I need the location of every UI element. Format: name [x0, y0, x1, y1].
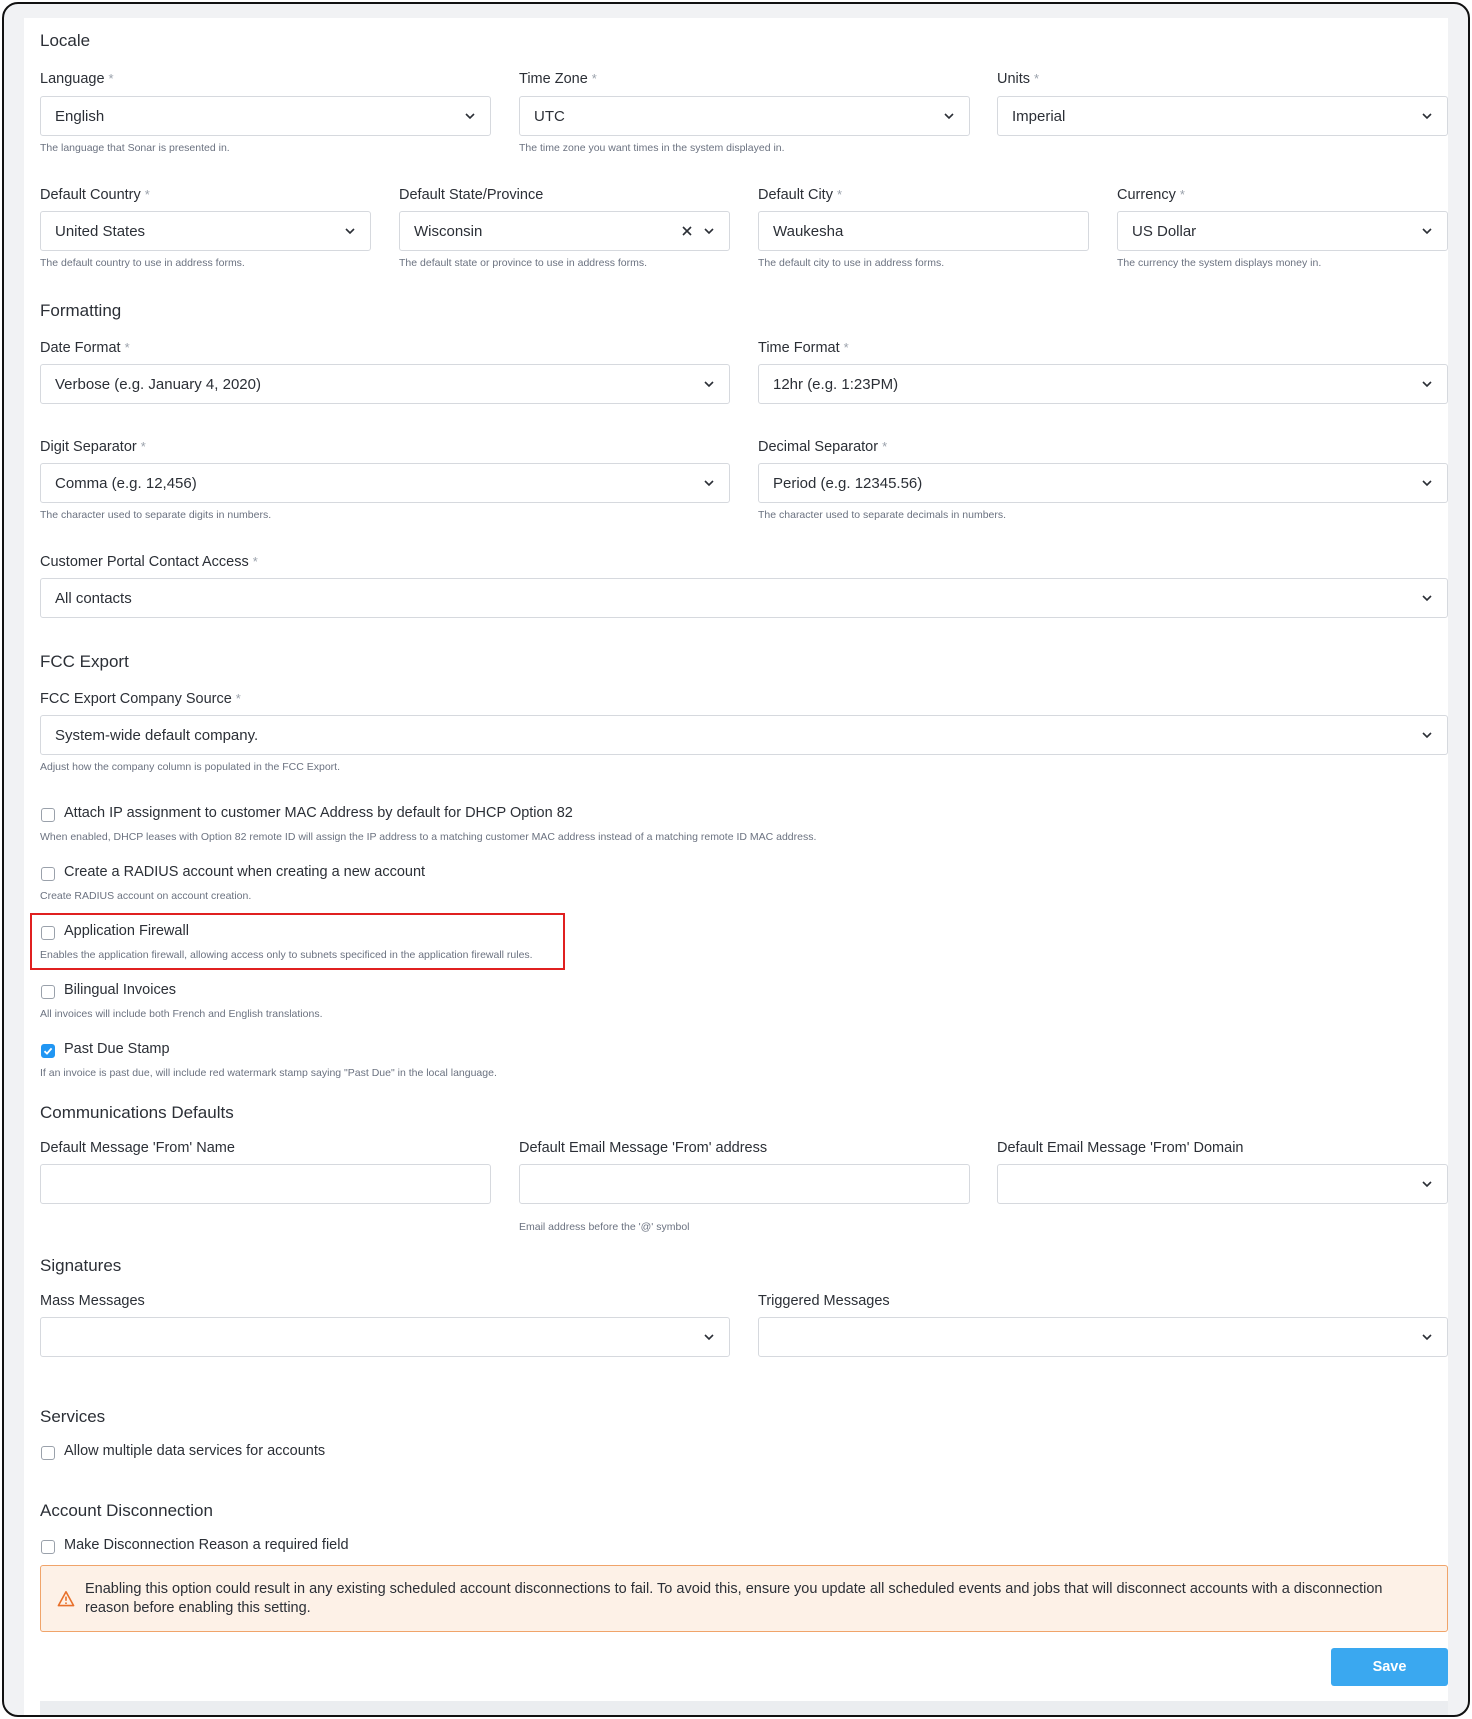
from-domain-select[interactable]	[997, 1164, 1448, 1204]
settings-form	[40, 18, 1448, 1717]
bilingual-invoices-help: All invoices will include both French and English translations.	[40, 1008, 323, 1020]
section-title-account-disconnection: Account Disconnection	[40, 1501, 213, 1520]
decimal-separator-select[interactable]	[758, 463, 1448, 503]
fcc-company-source-select[interactable]	[40, 715, 1448, 755]
checkbox-bilingual-invoices[interactable]	[41, 985, 55, 999]
fcc-company-source-value: System-wide default company.	[55, 726, 259, 744]
chevron-down-icon	[703, 225, 715, 237]
default-city-label	[758, 187, 842, 203]
disconnection-reason-required-label: Make Disconnection Reason a required field	[64, 1537, 349, 1553]
required-marker: *	[108, 71, 114, 86]
past-due-stamp-help: If an invoice is past due, will include red watermark stamp saying "Past Due" in the local language.	[40, 1067, 497, 1079]
portal-access-select[interactable]	[40, 578, 1448, 618]
required-marker: *	[144, 187, 150, 202]
checkbox-multiple-data-services[interactable]	[41, 1446, 55, 1460]
section-title-services: Services	[40, 1407, 106, 1426]
default-country-select[interactable]	[40, 211, 371, 251]
time-format-value: 12hr (e.g. 1:23PM)	[773, 375, 899, 393]
create-radius-account-help: Create RADIUS account on account creation.	[40, 890, 252, 902]
from-name-label: Default Message 'From' Name	[40, 1140, 235, 1156]
from-name-input[interactable]	[40, 1164, 491, 1204]
time-format-select[interactable]	[758, 364, 1448, 404]
section-title-communications: Communications Defaults	[40, 1103, 234, 1122]
digit-separator-label-text: Digit Separator	[40, 439, 137, 455]
chevron-down-icon	[1421, 729, 1433, 741]
decimal-separator-label	[758, 439, 887, 455]
decimal-separator-value: Period (e.g. 12345.56)	[773, 474, 923, 492]
settings-panel	[24, 18, 1448, 1717]
default-state-select[interactable]	[399, 211, 730, 251]
digit-separator-value: Comma (e.g. 12,456)	[55, 474, 197, 492]
time-format-label-text: Time Format	[758, 340, 840, 356]
save-button[interactable]: Save	[1331, 1648, 1448, 1686]
date-format-select[interactable]	[40, 364, 730, 404]
dhcp-option-82-help: When enabled, DHCP leases with Option 82 remote ID will assign the IP address to a matching customer MAC address instead of a matching remote ID MAC address.	[40, 831, 817, 843]
required-marker: *	[1034, 71, 1040, 86]
app-frame	[2, 2, 1470, 1717]
language-label-text: Language	[40, 71, 105, 87]
section-title-signatures: Signatures	[40, 1256, 122, 1275]
chevron-down-icon	[943, 110, 955, 122]
application-firewall-help: Enables the application firewall, allowing access only to subnets specificed in the application firewall rules.	[40, 949, 533, 961]
required-marker: *	[843, 340, 849, 355]
language-value: English	[55, 107, 105, 125]
section-title-formatting: Formatting	[40, 301, 122, 320]
checkbox-disconnection-reason-required[interactable]	[41, 1540, 55, 1554]
required-marker: *	[235, 691, 241, 706]
fcc-company-source-label	[40, 691, 241, 707]
required-marker: *	[836, 187, 843, 202]
default-country-label	[40, 187, 150, 203]
checkbox-create-radius-account[interactable]	[41, 867, 55, 881]
language-select[interactable]	[40, 96, 491, 136]
highlight-box	[30, 913, 565, 970]
multiple-data-services-label: Allow multiple data services for accounts	[64, 1443, 326, 1459]
default-state-help: The default state or province to use in address forms.	[399, 257, 648, 269]
decimal-separator-label-text: Decimal Separator	[758, 439, 879, 455]
required-marker: *	[591, 71, 597, 86]
past-due-stamp-label: Past Due Stamp	[64, 1041, 170, 1057]
date-format-value: Verbose (e.g. January 4, 2020)	[55, 375, 261, 393]
time-format-label	[758, 340, 849, 356]
units-label	[997, 71, 1039, 87]
digit-separator-select[interactable]	[40, 463, 730, 503]
date-format-label-text: Date Format	[40, 340, 121, 356]
units-select[interactable]	[997, 96, 1448, 136]
chevron-down-icon	[1421, 477, 1433, 489]
warning-alert	[40, 1565, 1448, 1632]
digit-separator-help: The character used to separate digits in numbers.	[40, 509, 272, 521]
default-city-input[interactable]	[758, 211, 1089, 251]
default-country-label-text: Default Country	[40, 187, 141, 203]
chevron-down-icon	[464, 110, 476, 122]
chevron-down-icon	[1421, 110, 1433, 122]
default-state-value: Wisconsin	[414, 222, 483, 240]
triggered-messages-select[interactable]	[758, 1317, 1448, 1357]
time-zone-label-text: Time Zone	[519, 71, 588, 87]
units-value: Imperial	[1012, 107, 1066, 125]
required-marker: *	[252, 554, 258, 569]
triggered-messages-label: Triggered Messages	[758, 1293, 890, 1309]
currency-label-text: Currency	[1117, 187, 1176, 203]
chevron-down-icon	[703, 1331, 715, 1343]
required-marker: *	[882, 439, 888, 454]
default-city-value: Waukesha	[773, 222, 844, 240]
time-zone-value: UTC	[534, 107, 565, 125]
digit-separator-label	[40, 439, 146, 455]
units-label-text: Units	[997, 71, 1031, 87]
portal-access-label	[40, 554, 258, 570]
default-state-label: Default State/Province	[399, 187, 544, 203]
chevron-down-icon	[703, 378, 715, 390]
chevron-down-icon	[1421, 1178, 1433, 1190]
create-radius-account-label: Create a RADIUS account when creating a new account	[64, 864, 426, 880]
required-marker: *	[1179, 187, 1185, 202]
portal-access-label-text: Customer Portal Contact Access	[40, 554, 249, 570]
chevron-down-icon	[1421, 1331, 1433, 1343]
time-zone-label	[519, 71, 597, 87]
checkbox-dhcp-option-82[interactable]	[41, 808, 55, 822]
language-label	[40, 71, 114, 87]
default-city-help: The default city to use in address forms.	[758, 257, 945, 269]
chevron-down-icon	[1421, 225, 1433, 237]
mass-messages-select[interactable]	[40, 1317, 730, 1357]
application-firewall-label: Application Firewall	[64, 923, 189, 939]
chevron-down-icon	[703, 477, 715, 489]
section-title-fcc-export: FCC Export	[40, 652, 129, 671]
from-domain-label: Default Email Message 'From' Domain	[997, 1140, 1244, 1156]
footer-strip	[40, 1701, 1448, 1717]
time-zone-help: The time zone you want times in the system displayed in.	[519, 142, 785, 154]
checkmark-icon	[43, 1046, 53, 1056]
currency-help: The currency the system displays money in.	[1117, 257, 1322, 269]
default-country-value: United States	[55, 222, 146, 240]
required-marker: *	[140, 439, 146, 454]
checkbox-application-firewall[interactable]	[41, 926, 55, 940]
portal-access-value: All contacts	[55, 589, 132, 607]
chevron-down-icon	[344, 225, 356, 237]
mass-messages-label: Mass Messages	[40, 1293, 145, 1309]
required-marker: *	[124, 340, 130, 355]
dhcp-option-82-label: Attach IP assignment to customer MAC Address by default for DHCP Option 82	[64, 805, 573, 821]
checkbox-past-due-stamp[interactable]	[41, 1044, 55, 1058]
chevron-down-icon	[1421, 592, 1433, 604]
date-format-label	[40, 340, 130, 356]
from-address-label: Default Email Message 'From' address	[519, 1140, 768, 1156]
currency-select[interactable]	[1117, 211, 1448, 251]
from-address-input[interactable]	[519, 1164, 970, 1204]
currency-label	[1117, 187, 1185, 203]
fcc-company-source-help: Adjust how the company column is populated in the FCC Export.	[40, 761, 340, 773]
language-help: The language that Sonar is presented in.	[40, 142, 230, 154]
section-title-locale: Locale	[40, 31, 91, 50]
chevron-down-icon	[1421, 378, 1433, 390]
currency-value: US Dollar	[1132, 222, 1197, 240]
clear-icon[interactable]	[681, 225, 693, 237]
warning-icon	[57, 1590, 75, 1608]
bilingual-invoices-label: Bilingual Invoices	[64, 982, 177, 998]
time-zone-select[interactable]	[519, 96, 970, 136]
from-address-help: Email address before the '@' symbol	[519, 1221, 690, 1233]
warning-text: Enabling this option could result in any existing scheduled account disconnections to fail. To avoid this, ensure you update all scheduled events and jobs that will disconnect accounts with a disconnection reason before enabling this setting.	[85, 1581, 1383, 1616]
decimal-separator-help: The character used to separate decimals in numbers.	[758, 509, 1007, 521]
default-country-help: The default country to use in address forms.	[40, 257, 245, 269]
fcc-company-source-label-text: FCC Export Company Source	[40, 691, 232, 707]
default-city-label-text: Default City	[758, 187, 833, 203]
